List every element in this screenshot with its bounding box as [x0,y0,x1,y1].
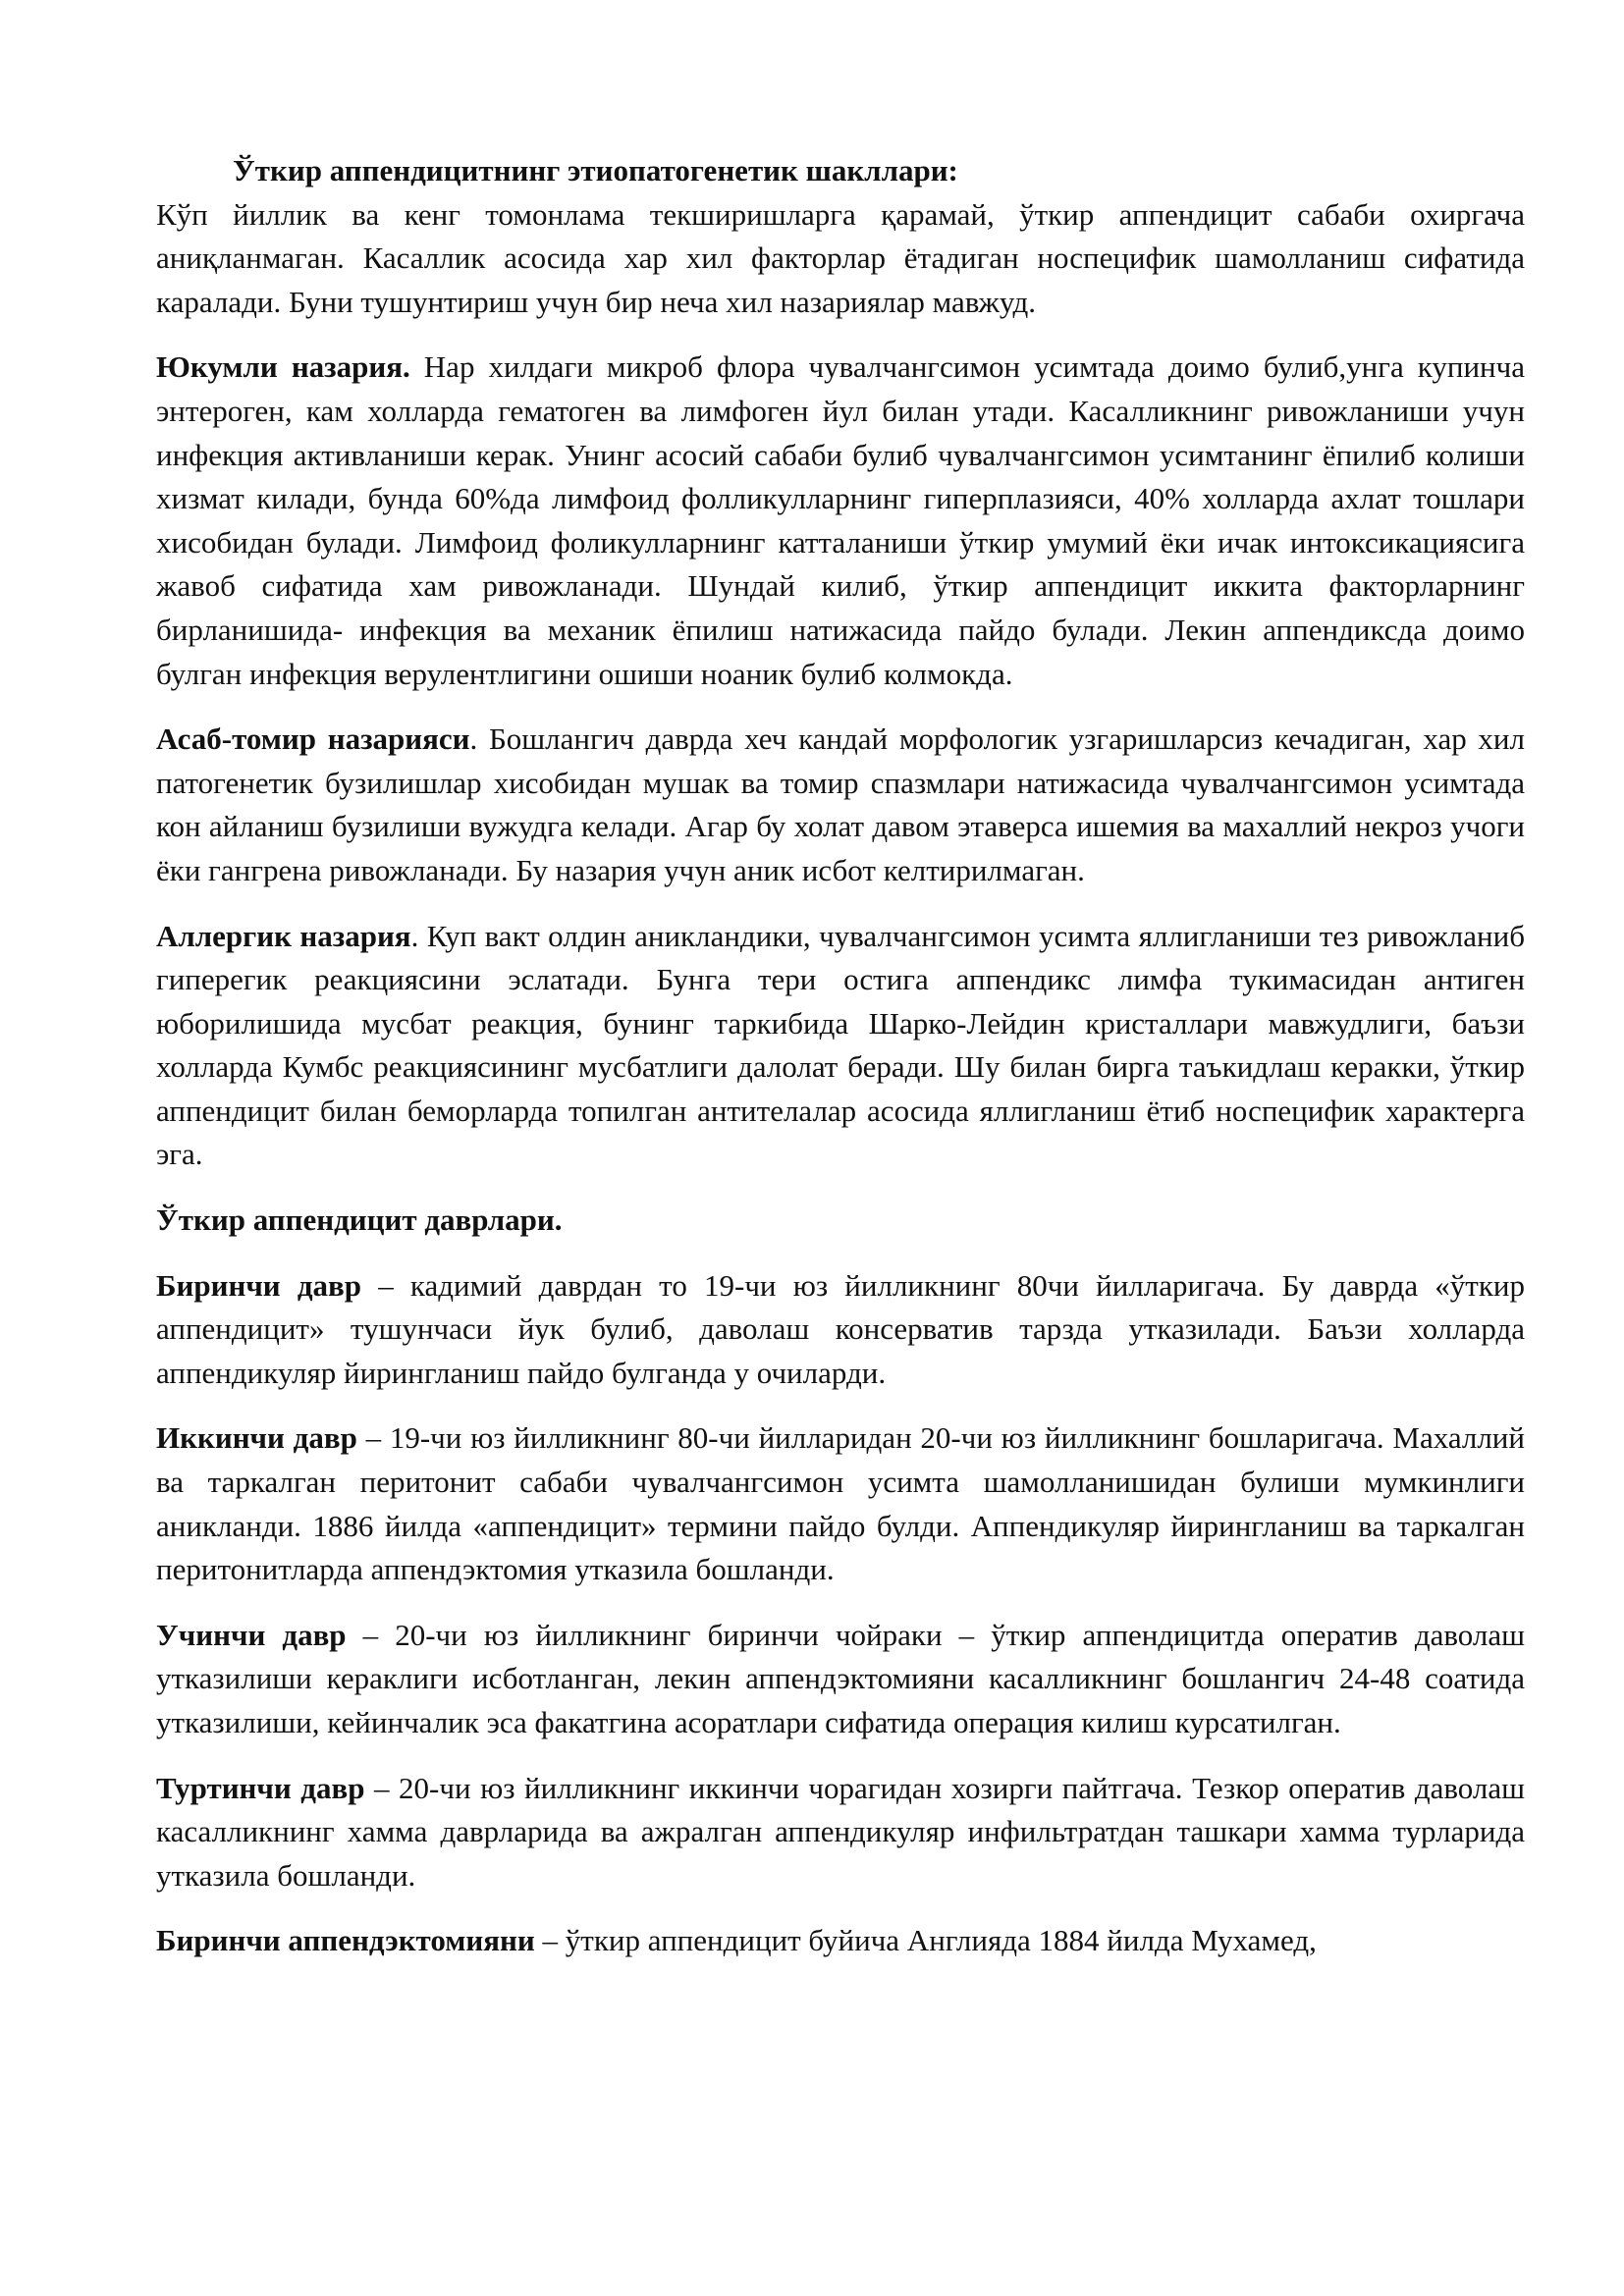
period-second-term: Иккинчи давр [156,1420,357,1456]
theory-allergic-text: . Куп вакт олдин аникландики, чувалчангсимон усимта яллигланиши тез ривожланиб гиперегик реакциясини эслатади. Бунга тери остига аппендикс лимфа тукимасидан антиген юборилишида мусбат реакция, бунинг таркибида Шарко-Лейдин кристаллари мавжудлиги, баъзи холларда Кумбс реакциясининг мусбатлиги далолат беради. Шу билан бирга таъкидлаш керакки, ўткир аппендицит билан беморларда топилган антителалар асосида яллигланиш ётиб носпецифик характерга эга. [156,918,1525,1172]
theory-neurovascular-text: . Бошлангич даврда хеч кандай морфологик узгаришларсиз кечадиган, хар хил патогенетик бузилишлар хисобидан мушак ва томир спазмлари натижасида чувалчангсимон усимтада кон айланиш бузилиши вужудга келади. Агар бу холат давом этаверса ишемия ва махаллий некроз учоги ёки гангрена ривожланади. Бу назария учун аник исбот келтирилмаган. [156,721,1525,887]
theory-neurovascular-paragraph [156,718,1525,892]
first-appendectomy-text: – ўткир аппендицит буйича Англияда 1884 йилда Мухамед, [534,1923,1317,1958]
period-third-paragraph [156,1614,1525,1745]
period-fourth-text: – 20-чи юз йилликнинг иккинчи чорагидан хозирги пайтгача. Тезкор оператив даволаш касалликнинг хамма даврларида ва ажралган аппендикуляр инфильтратдан ташкари хамма турларида утказила бошланди. [156,1770,1525,1893]
period-third-term: Учинчи давр [156,1617,347,1652]
theory-infectious-paragraph [156,346,1525,696]
first-appendectomy-term: Биринчи аппендэктомияни [156,1923,535,1958]
period-first-paragraph [156,1264,1525,1396]
theory-allergic-paragraph [156,915,1525,1178]
period-first-term: Биринчи давр [156,1267,362,1303]
document-title: Ўткир аппендицитнинг этиопатогенетик шакллари: [233,153,958,187]
document-page [156,149,1525,1985]
period-fourth-paragraph [156,1767,1525,1898]
period-second-paragraph [156,1416,1525,1591]
theory-neurovascular-term: Асаб-томир назарияси [156,721,470,757]
period-first-text: – кадимий даврдан то 19-чи юз йилликнинг 80чи йилларигача. Бу даврда «ўткир аппендицит» тушунчаси йук булиб, даволаш консерватив тарзда утказилади. Баъзи холларда аппендикуляр йирингланиш пайдо булганда у очиларди. [156,1267,1526,1390]
period-third-text: – 20-чи юз йилликнинг биринчи чойраки – ўткир аппендицитда оператив даволаш утказилиши кераклиги исботланган, лекин аппендэктомияни касалликнинг бошлангич 24-48 соатида утказилиши, кейинчалик эса факатгина асоратлари сифатида операция килиш курсатилган. [156,1617,1526,1739]
theory-allergic-term: Аллергик назария [156,918,411,953]
theory-infectious-term: Юкумли назария. [156,349,410,385]
first-appendectomy-paragraph [156,1919,1525,1963]
period-fourth-term: Туртинчи давр [156,1770,365,1805]
theory-infectious-text: Нар хилдаги микроб флора чувалчангсимон усимтада доимо булиб,унга купинча энтероген, кам холларда гематоген ва лимфоген йул билан утади. Касалликнинг ривожланиши учун инфекция активланиши керак. Унинг асосий сабаби булиб чувалчангсимон усимтанинг ёпилиб колиши хизмат килади, бунда 60%да лимфоид фолликулларнинг гиперплазияси, 40% холларда ахлат тошлари хисобидан булади. Лимфоид фоликулларнинг катталаниши ўткир умумий ёки ичак интоксикациясига жавоб сифатида хам ривожланади. Шундай килиб, ўткир аппендицит иккита факторларнинг бирланишида- инфекция ва механик ёпилиш натижасида пайдо булади. Лекин аппендиксда доимо булган инфекция верулентлигини ошиши ноаник булиб колмокда. [156,349,1525,691]
periods-heading: Ўткир аппендицит даврлари. [156,1202,563,1238]
intro-paragraph: Кўп йиллик ва кенг томонлама текширишларга қарамай, ўткир аппендицит сабаби охиргача аниқланмаган. Касаллик асосида хар хил факторлар ётадиган носпецифик шамолланиш сифатида каралади. Буни тушунтириш учун бир неча хил назариялар мавжуд. [156,196,1525,319]
period-second-text: – 19-чи юз йилликнинг 80-чи йилларидан 20-чи юз йилликнинг бошларигача. Махаллий ва таркалган перитонит сабаби чувалчангсимон усимта шамолланишидан булиши мумкинлиги аникланди. 1886 йилда «аппендицит» термини пайдо булди. Аппендикуляр йирингланиш ва таркалган перитонитларда аппендэктомия утказила бошланди. [156,1420,1525,1587]
